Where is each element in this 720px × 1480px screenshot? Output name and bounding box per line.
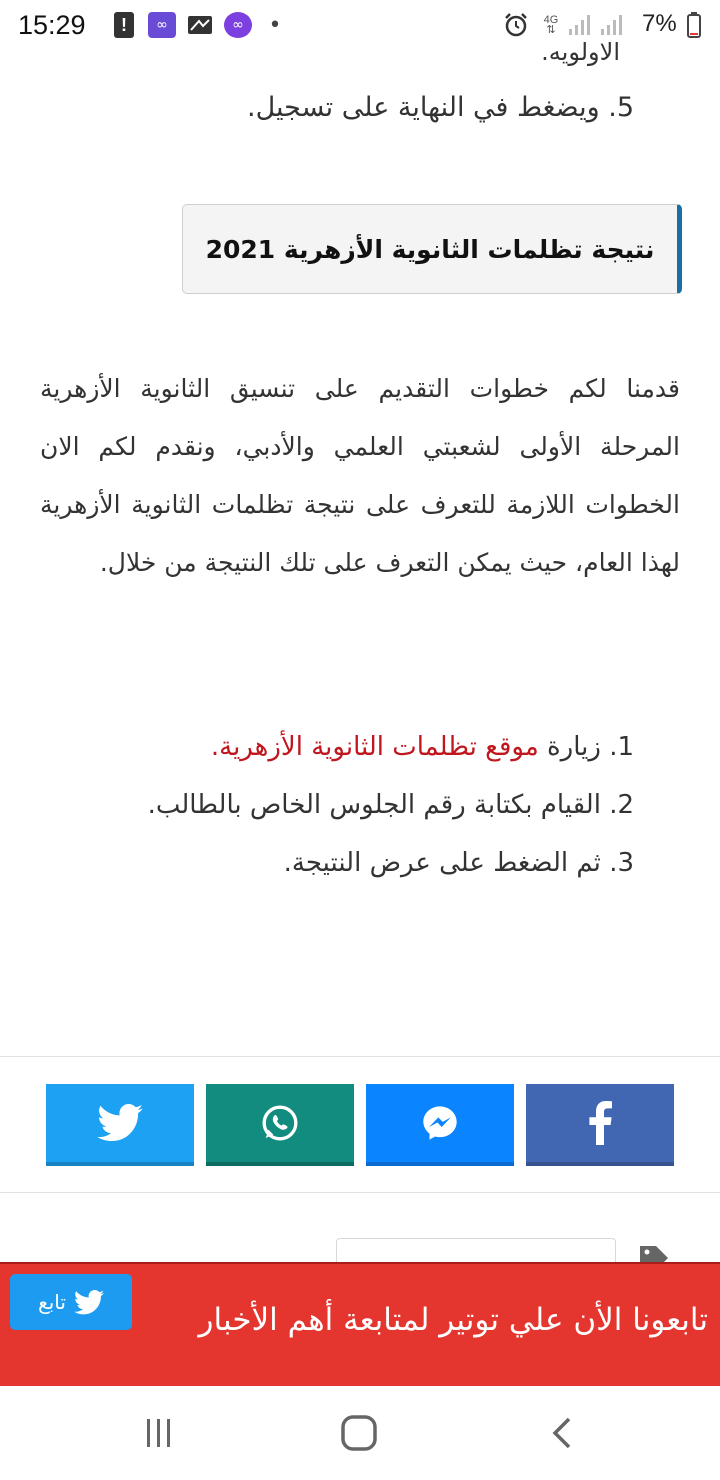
previous-text-line: الاولويه. bbox=[541, 38, 620, 66]
share-messenger-button[interactable] bbox=[366, 1084, 514, 1166]
share-whatsapp-button[interactable] bbox=[206, 1084, 354, 1166]
banner-text: تابعونا الأن علي توتير لمتابعة أهم الأخبار bbox=[198, 1302, 708, 1338]
signal-icon bbox=[566, 12, 594, 38]
whatsapp-icon bbox=[260, 1103, 300, 1143]
home-button[interactable] bbox=[334, 1410, 384, 1456]
dot-icon: • bbox=[268, 12, 282, 38]
battery-icon bbox=[686, 12, 702, 38]
back-button[interactable] bbox=[538, 1410, 588, 1456]
app-icon: ∞ bbox=[224, 12, 252, 38]
list-item: 1. زيارة موقع تظلمات الثانوية الأزهرية. bbox=[210, 732, 634, 762]
steps-list bbox=[148, 722, 634, 896]
alarm-icon bbox=[502, 12, 530, 38]
share-facebook-button[interactable] bbox=[526, 1084, 674, 1166]
twitter-icon bbox=[74, 1290, 104, 1315]
step-item-5: 5. ويضغط في النهاية على تسجيل. bbox=[246, 92, 634, 123]
network-type: 4G ⇅ bbox=[543, 14, 559, 36]
navigation-bar bbox=[0, 1386, 720, 1480]
messenger-icon bbox=[420, 1103, 460, 1143]
list-item: 2. القيام بكتابة رقم الجلوس الخاص بالطالب. bbox=[147, 790, 634, 820]
back-icon bbox=[543, 1413, 583, 1453]
app-icon: ∞ bbox=[148, 12, 176, 38]
status-time: 15:29 bbox=[18, 10, 86, 40]
tag-icon bbox=[638, 1244, 674, 1264]
article-paragraph: قدمنا لكم خطوات التقديم على تنسيق الثانوية الأزهرية المرحلة الأولى لشعبتي العلمي والأدبي، ونقدم لكم الان الخطوات اللازمة للتعرف على نتيجة تظلمات الثانوية الأزهرية لهذا العام، حيث يمكن التعرف على تلك النتيجة من خلال. bbox=[40, 374, 680, 577]
twitter-icon bbox=[97, 1104, 143, 1142]
share-twitter-button[interactable] bbox=[46, 1084, 194, 1166]
signal-icon bbox=[598, 12, 626, 38]
divider bbox=[0, 1056, 720, 1057]
facebook-icon bbox=[588, 1101, 612, 1145]
divider bbox=[0, 1192, 720, 1193]
recent-apps-button[interactable] bbox=[134, 1410, 184, 1456]
battery-percent: 7% bbox=[642, 10, 677, 37]
message-icon bbox=[186, 12, 214, 38]
section-heading: نتيجة تظلمات الثانوية الأزهرية 2021 bbox=[205, 234, 655, 264]
twitter-follow-banner[interactable] bbox=[0, 1262, 720, 1386]
follow-button[interactable] bbox=[10, 1274, 132, 1330]
list-item: 3. ثم الضغط على عرض النتيجة. bbox=[283, 848, 634, 878]
home-icon bbox=[337, 1411, 381, 1455]
recent-apps-icon bbox=[139, 1413, 179, 1453]
follow-label: تابع bbox=[38, 1290, 66, 1314]
alert-icon: ! bbox=[114, 12, 134, 38]
results-site-link[interactable]: موقع تظلمات الثانوية الأزهرية bbox=[219, 732, 539, 762]
section-heading-box bbox=[182, 204, 682, 294]
